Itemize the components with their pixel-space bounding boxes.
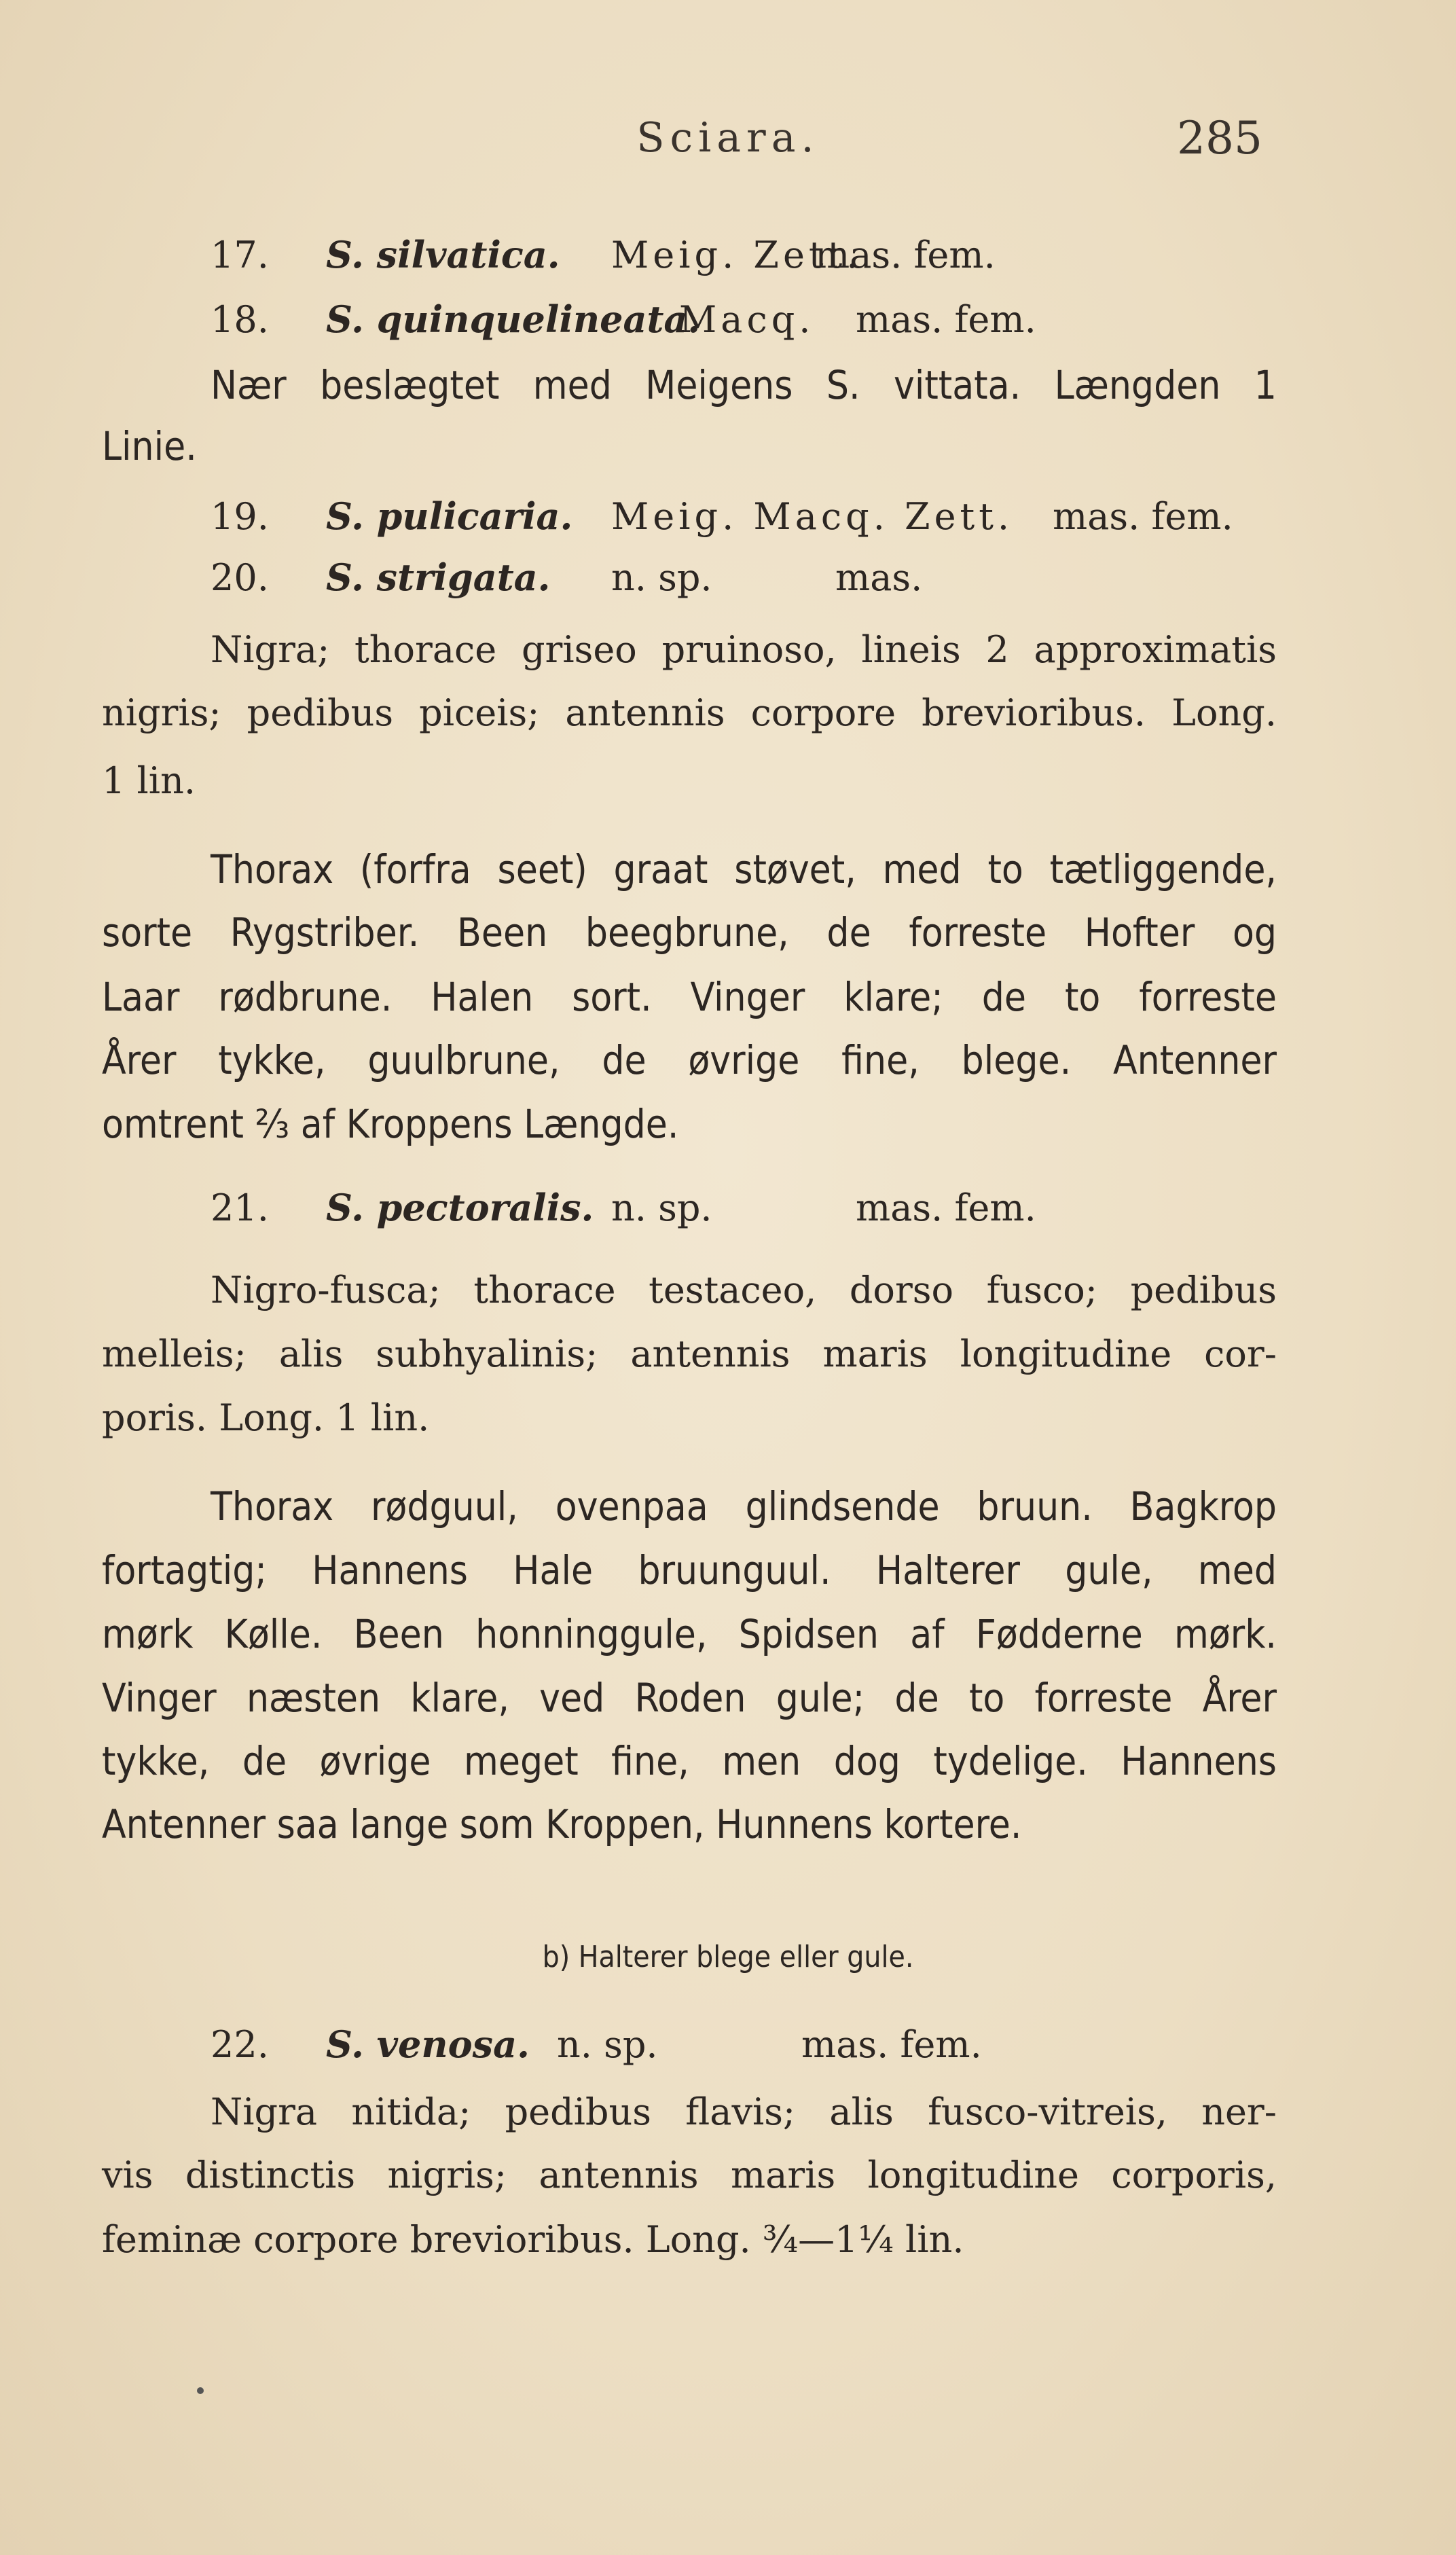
latin-diagnosis-line: feminæ corpore brevioribus. Long. ¾—1¼ lin. xyxy=(102,2218,964,2261)
entry-number: 21. xyxy=(211,1186,269,1229)
ink-speck xyxy=(197,2387,204,2394)
latin-diagnosis-line: Nigro-fusca; thorace testaceo, dorso fusco; pedibus xyxy=(211,1269,1277,1311)
sex-note: mas. fem. xyxy=(856,298,1036,341)
new-species-note: n. sp. xyxy=(557,2023,658,2066)
danish-description-line: sorte Rygstriber. Been beegbrune, de forreste Hofter og xyxy=(102,909,1277,956)
species-name: S. quinquelineata. xyxy=(326,297,701,341)
section-subheading: b) Halterer blege eller gule. xyxy=(542,1940,914,1974)
danish-description-line: Thorax (forfra seet) graat støvet, med to tætliggende, xyxy=(211,846,1277,892)
latin-diagnosis-line: poris. Long. 1 lin. xyxy=(102,1396,430,1439)
entry-number: 18. xyxy=(211,298,269,341)
danish-description-line: mørk Kølle. Been honninggule, Spidsen af Fødderne mørk. xyxy=(102,1611,1277,1657)
danish-description-line: Antenner saa lange som Kroppen, Hunnens kortere. xyxy=(102,1801,1022,1847)
running-head: Sciara. xyxy=(636,114,820,162)
entry-number: 22. xyxy=(211,2023,269,2066)
danish-description-line: fortagtig; Hannens Hale bruunguul. Halterer gule, med xyxy=(102,1547,1277,1593)
entry-number: 20. xyxy=(211,556,269,599)
authors: Macq. xyxy=(679,298,815,341)
danish-description-line: tykke, de øvrige meget fine, men dog tydelige. Hannens xyxy=(102,1738,1277,1784)
species-name: S. venosa. xyxy=(326,2023,530,2066)
species-name: S. pulicaria. xyxy=(326,494,573,538)
authors: Meig. Zett. xyxy=(611,234,862,276)
new-species-note: n. sp. xyxy=(611,1186,712,1229)
sex-note: mas. fem. xyxy=(1053,495,1233,538)
danish-description-line: Thorax rødguul, ovenpaa glindsende bruun. Bagkrop xyxy=(211,1483,1277,1529)
page-number: 285 xyxy=(1177,112,1262,164)
danish-description-line: Laar rødbrune. Halen sort. Vinger klare; de to forreste xyxy=(102,974,1277,1020)
note-line: Nær beslægtet med Meigens S. vittata. Længden 1 xyxy=(211,362,1277,408)
latin-diagnosis-line: vis distinctis nigris; antennis maris longitudine corporis, xyxy=(102,2154,1277,2196)
danish-description-line: omtrent ⅔ af Kroppens Længde. xyxy=(102,1101,679,1147)
entry-number: 19. xyxy=(211,495,269,538)
sex-note: mas. fem. xyxy=(856,1186,1036,1229)
sex-note: mas. fem. xyxy=(815,234,996,276)
danish-description-line: Årer tykke, guulbrune, de øvrige fine, blege. Antenner xyxy=(102,1037,1277,1083)
new-species-note: n. sp. xyxy=(611,556,712,599)
species-entry-20 xyxy=(211,550,1277,605)
note-line: Linie. xyxy=(102,423,197,469)
species-entry-17 xyxy=(211,228,1277,283)
entry-number: 17. xyxy=(211,234,269,276)
latin-diagnosis-line: 1 lin. xyxy=(102,759,196,802)
species-entry-22 xyxy=(211,2017,1277,2072)
species-name: S. pectoralis. xyxy=(326,1186,594,1229)
species-entry-21 xyxy=(211,1180,1277,1235)
latin-diagnosis-line: Nigra; thorace griseo pruinoso, lineis 2 approximatis xyxy=(211,628,1277,671)
authors: Meig. Macq. Zett. xyxy=(611,495,1014,538)
latin-diagnosis-line: melleis; alis subhyalinis; antennis maris longitudine cor- xyxy=(102,1333,1277,1375)
sex-note: mas. xyxy=(835,556,923,599)
species-name: S. strigata. xyxy=(326,556,551,599)
latin-diagnosis-line: Nigra nitida; pedibus flavis; alis fusco-vitreis, ner- xyxy=(211,2090,1277,2133)
species-name: S. silvatica. xyxy=(326,233,560,276)
latin-diagnosis-line: nigris; pedibus piceis; antennis corpore brevioribus. Long. xyxy=(102,691,1277,734)
species-entry-18 xyxy=(211,292,1277,347)
species-entry-19 xyxy=(211,489,1277,544)
danish-description-line: Vinger næsten klare, ved Roden gule; de to forreste Årer xyxy=(102,1675,1277,1721)
sex-note: mas. fem. xyxy=(801,2023,982,2066)
